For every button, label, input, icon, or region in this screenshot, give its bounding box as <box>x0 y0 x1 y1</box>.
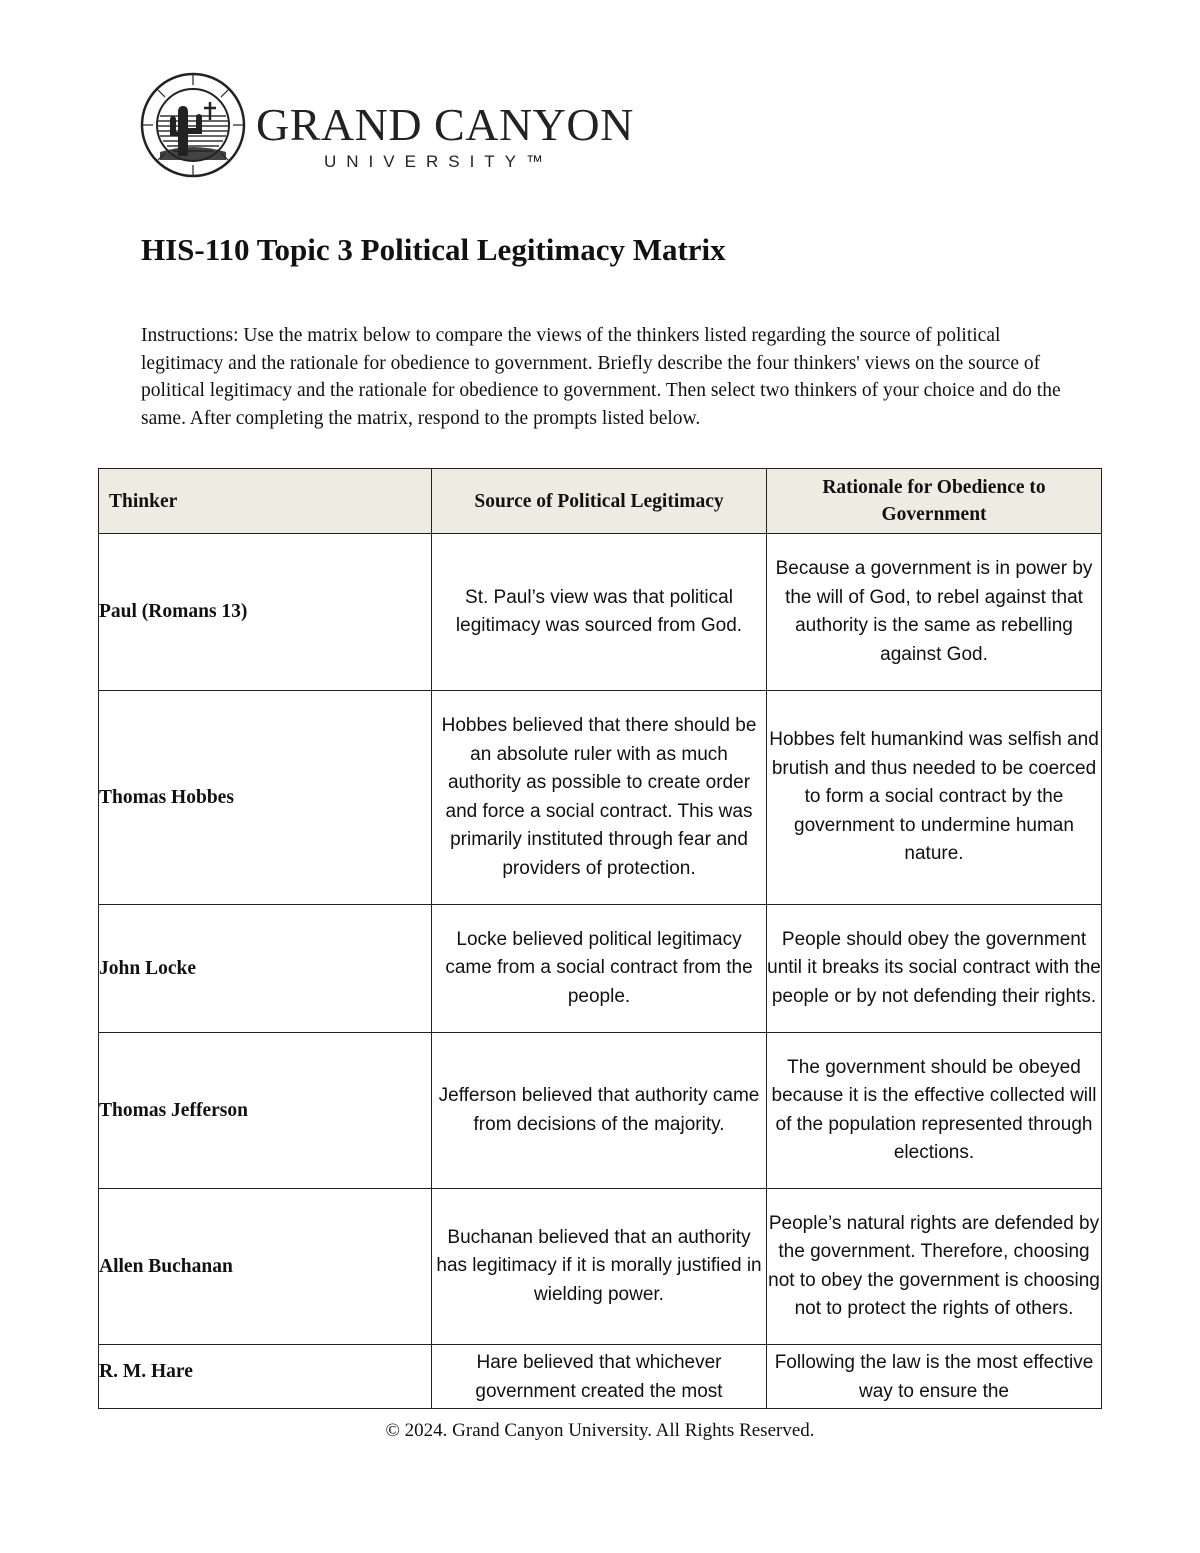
table-row <box>99 905 1102 1033</box>
document-title: HIS-110 Topic 3 Political Legitimacy Matrix <box>141 232 726 267</box>
thinker-cell: Allen Buchanan <box>99 1189 432 1345</box>
instructions-paragraph: Instructions: Use the matrix below to compare the views of the thinkers listed regarding the source of political legitimacy and the rationale for obedience to government. Briefly describe the four thinkers' views on the source of political legitimacy and the rationale for obedience to government. Then select two thinkers of your choice and do the same. After completing the matrix, respond to the prompts listed below. <box>141 325 1061 429</box>
table-row <box>99 691 1102 905</box>
rationale-cell: People’s natural rights are defended by the government. Therefore, choosing not to obey the government is choosing not to protect the rights of others. <box>767 1189 1102 1345</box>
thinker-cell: Paul (Romans 13) <box>99 534 432 691</box>
source-cell: Hare believed that whichever government created the most <box>432 1345 767 1409</box>
thinker-cell: R. M. Hare <box>99 1345 432 1409</box>
source-cell: Hobbes believed that there should be an absolute ruler with as much authority as possible to create order and force a social contract. This was primarily instituted through fear and providers of protection. <box>432 691 767 905</box>
source-cell: Locke believed political legitimacy came from a social contract from the people. <box>432 905 767 1033</box>
rationale-cell: Because a government is in power by the will of God, to rebel against that authority is the same as rebelling against God. <box>767 534 1102 691</box>
university-wordmark <box>256 99 634 172</box>
header-rationale: Rationale for Obedience to Government <box>767 469 1102 534</box>
brand-name: GRAND CANYON <box>256 99 634 150</box>
table-row <box>99 534 1102 691</box>
rationale-cell: People should obey the government until it breaks its social contract with the people or by not defending their rights. <box>767 905 1102 1033</box>
table-row <box>99 1345 1102 1409</box>
thinker-cell: Thomas Jefferson <box>99 1033 432 1189</box>
source-cell: Buchanan believed that an authority has legitimacy if it is morally justified in wielding power. <box>432 1189 767 1345</box>
thinker-cell: John Locke <box>99 905 432 1033</box>
brand-subtitle: UNIVERSITY™ <box>324 152 554 171</box>
university-logo <box>140 72 634 182</box>
table-header-row <box>99 469 1102 534</box>
table-row <box>99 1033 1102 1189</box>
political-legitimacy-matrix <box>98 468 1102 1409</box>
header-source: Source of Political Legitimacy <box>432 469 767 534</box>
header-thinker: Thinker <box>99 469 432 534</box>
rationale-cell: Hobbes felt humankind was selfish and brutish and thus needed to be coerced to form a social contract by the government to undermine human nature. <box>767 691 1102 905</box>
rationale-cell: Following the law is the most effective way to ensure the <box>767 1345 1102 1409</box>
rationale-cell: The government should be obeyed because it is the effective collected will of the population represented through elections. <box>767 1033 1102 1189</box>
university-seal-icon <box>140 72 246 178</box>
copyright-footer: © 2024. Grand Canyon University. All Rights Reserved. <box>385 1420 815 1441</box>
source-cell: St. Paul’s view was that political legitimacy was sourced from God. <box>432 534 767 691</box>
table-row <box>99 1189 1102 1345</box>
thinker-cell: Thomas Hobbes <box>99 691 432 905</box>
source-cell: Jefferson believed that authority came from decisions of the majority. <box>432 1033 767 1189</box>
